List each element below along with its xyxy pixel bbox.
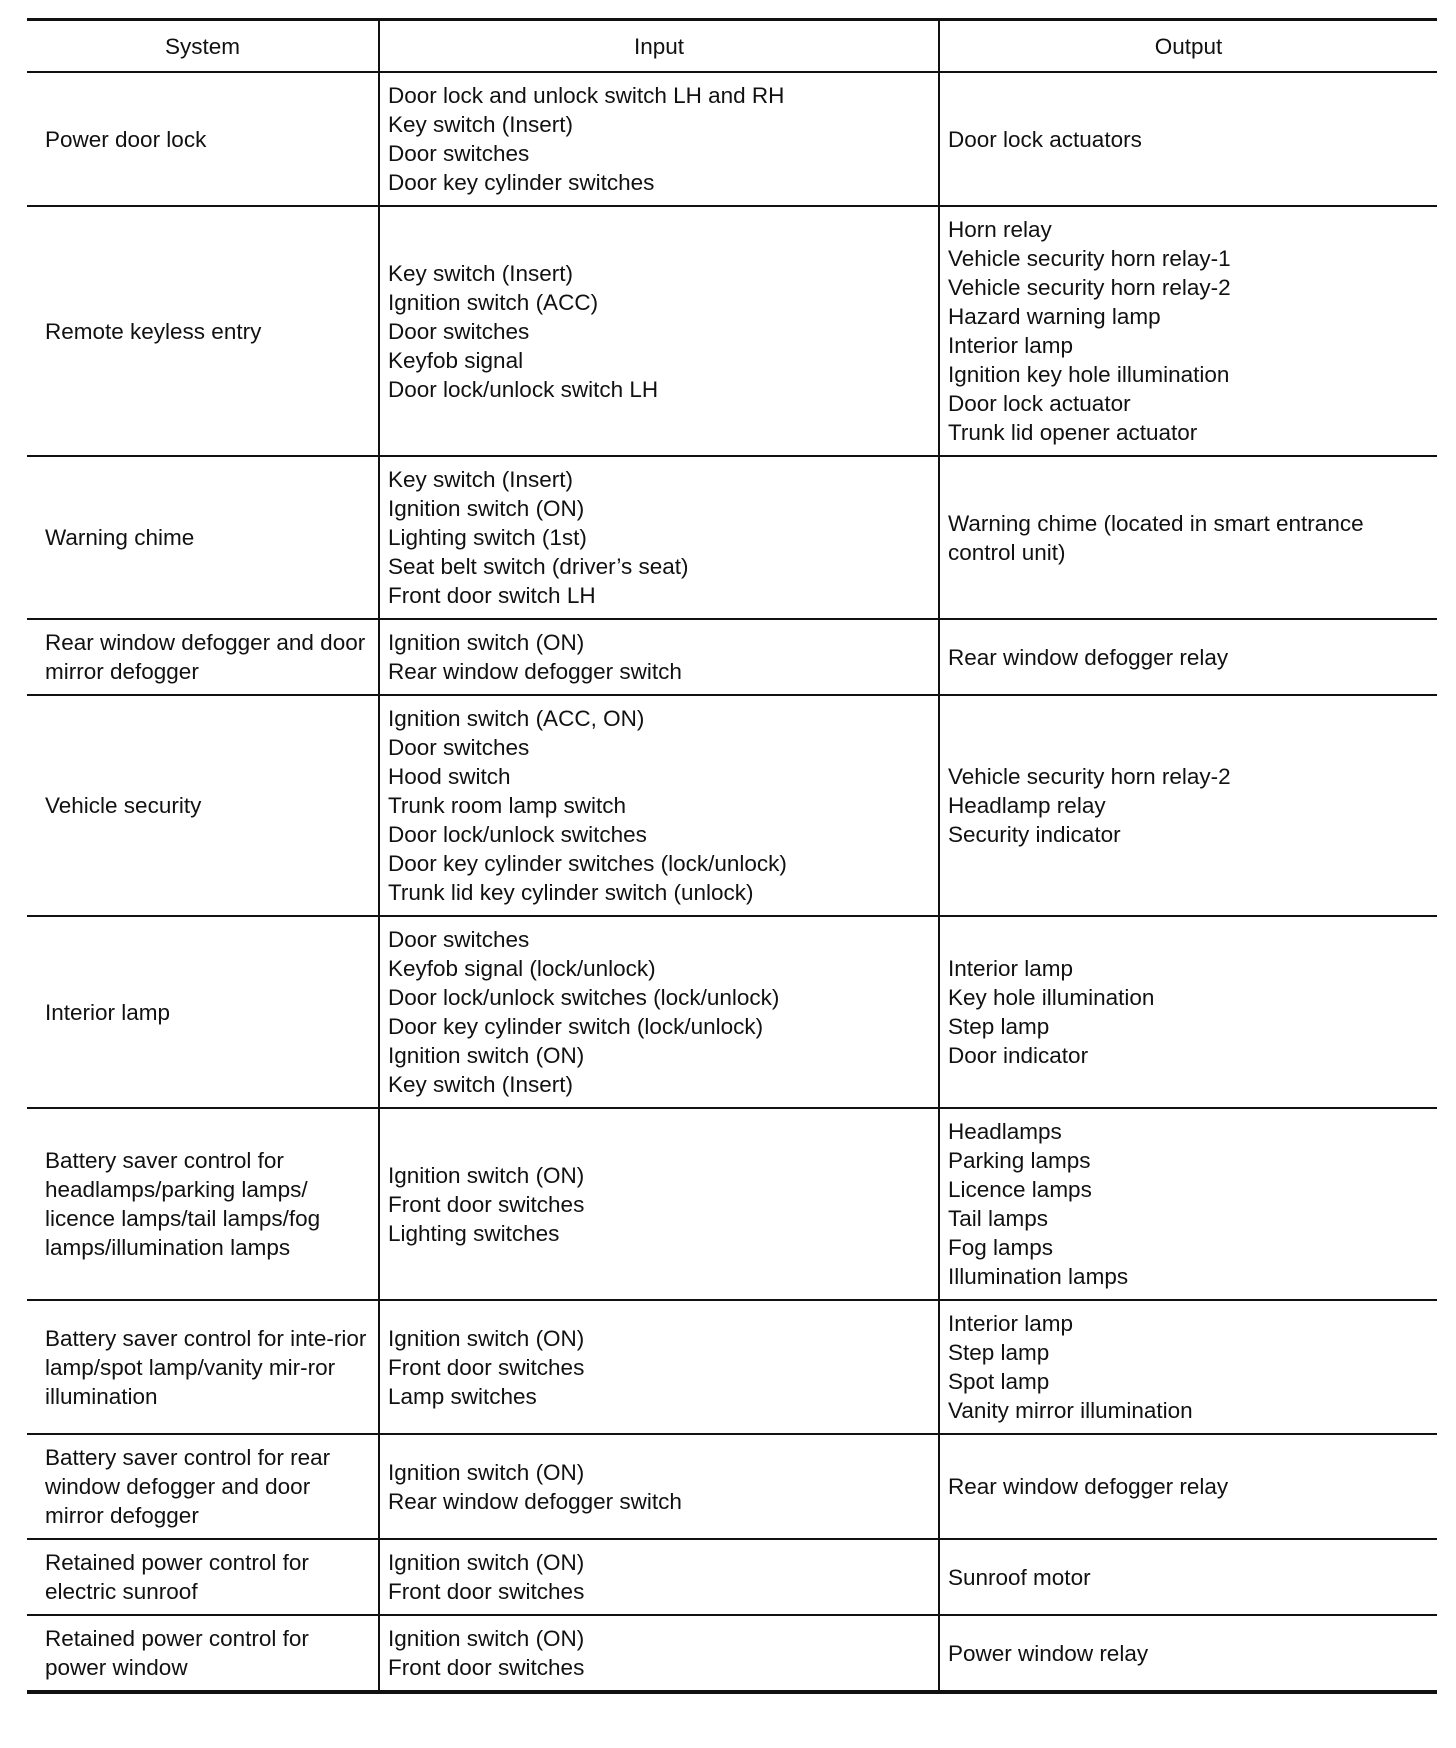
output-line: Security indicator [948, 822, 1121, 847]
input-line: Key switch (Insert) [388, 260, 574, 286]
input-cell [379, 1615, 939, 1692]
output-line: Step lamp [948, 1340, 1050, 1365]
output-cell [939, 1539, 1437, 1615]
input-line: Key switch (Insert) [388, 112, 574, 137]
input-line: Ignition switch (ON) [388, 496, 585, 521]
input-line: Key switch (Insert) [388, 467, 574, 492]
table-row [27, 916, 1437, 1108]
input-cell [379, 72, 939, 206]
input-line: Hood switch [388, 764, 511, 789]
header-input: Input [379, 20, 939, 73]
table-row [27, 1615, 1437, 1692]
output-line: Warning chime (located in smart entrance control unit) [948, 510, 1364, 565]
input-line: Door key cylinder switch (lock/unlock) [388, 1014, 764, 1039]
table-row [27, 456, 1437, 619]
input-line: Ignition switch (ON) [388, 1325, 585, 1351]
output-line: Vanity mirror illumination [948, 1398, 1193, 1423]
input-cell [379, 456, 939, 619]
input-line: Ignition switch (ON) [388, 1459, 585, 1485]
input-line: Front door switch LH [388, 583, 596, 608]
system-cell: Rear window defogger and door mirror defogger [27, 619, 379, 695]
input-line: Keyfob signal [388, 347, 524, 373]
system-cell: Battery saver control for rear window defogger and door mirror defogger [27, 1434, 379, 1539]
input-line: Key switch (Insert) [388, 1072, 574, 1097]
input-line: Door switches [388, 318, 530, 344]
table-row [27, 1300, 1437, 1434]
output-cell [939, 695, 1437, 916]
input-line: Ignition switch (ACC, ON) [388, 706, 645, 731]
table-row [27, 72, 1437, 206]
input-cell [379, 1108, 939, 1300]
table-row [27, 206, 1437, 456]
output-line: Parking lamps [948, 1148, 1091, 1173]
input-cell [379, 1539, 939, 1615]
output-line: Power window relay [948, 1640, 1149, 1666]
system-io-table-wrapper [27, 18, 1437, 1694]
output-line: Headlamps [948, 1119, 1062, 1144]
system-cell: Interior lamp [27, 916, 379, 1108]
header-output: Output [939, 20, 1437, 73]
input-line: Trunk lid key cylinder switch (unlock) [388, 880, 754, 905]
system-cell: Remote keyless entry [27, 206, 379, 456]
output-cell [939, 1434, 1437, 1539]
output-line: Vehicle security horn relay-2 [948, 275, 1231, 300]
input-line: Rear window defogger switch [388, 1488, 682, 1514]
output-line: Licence lamps [948, 1177, 1092, 1202]
input-line: Ignition switch (ON) [388, 1550, 585, 1575]
input-line: Ignition switch (ACC) [388, 289, 599, 315]
input-line: Lighting switches [388, 1220, 560, 1246]
input-line: Door switches [388, 735, 530, 760]
output-line: Interior lamp [948, 333, 1074, 358]
table-row [27, 1539, 1437, 1615]
output-line: Tail lamps [948, 1206, 1049, 1231]
input-line: Trunk room lamp switch [388, 793, 626, 818]
output-line: Vehicle security horn relay-2 [948, 764, 1231, 789]
system-io-table [27, 18, 1437, 1694]
header-system: System [27, 20, 379, 73]
system-cell: Retained power control for power window [27, 1615, 379, 1692]
input-cell [379, 206, 939, 456]
output-cell [939, 1300, 1437, 1434]
system-cell: Battery saver control for inte-rior lamp/spot lamp/vanity mir-ror illumination [27, 1300, 379, 1434]
input-line: Ignition switch (ON) [388, 1626, 585, 1651]
output-line: Interior lamp [948, 1311, 1074, 1336]
system-cell: Retained power control for electric sunroof [27, 1539, 379, 1615]
input-line: Front door switches [388, 1191, 585, 1217]
table-row [27, 1108, 1437, 1300]
input-line: Door lock/unlock switches [388, 822, 647, 847]
output-line: Step lamp [948, 1014, 1050, 1039]
input-line: Door lock/unlock switches (lock/unlock) [388, 985, 780, 1010]
input-line: Front door switches [388, 1354, 585, 1380]
input-line: Lamp switches [388, 1383, 537, 1409]
output-line: Trunk lid opener actuator [948, 420, 1198, 445]
table-row [27, 695, 1437, 916]
input-line: Door key cylinder switches (lock/unlock) [388, 851, 787, 876]
system-cell: Power door lock [27, 72, 379, 206]
output-line: Rear window defogger relay [948, 644, 1229, 670]
output-line: Sunroof motor [948, 1564, 1091, 1590]
input-line: Front door switches [388, 1579, 585, 1604]
input-cell [379, 695, 939, 916]
output-line: Interior lamp [948, 956, 1074, 981]
input-line: Ignition switch (ON) [388, 630, 585, 655]
input-cell [379, 619, 939, 695]
input-line: Door lock/unlock switch LH [388, 376, 659, 402]
output-cell [939, 619, 1437, 695]
output-line: Horn relay [948, 217, 1052, 242]
output-line: Illumination lamps [948, 1264, 1129, 1289]
input-line: Lighting switch (1st) [388, 525, 587, 550]
output-line: Key hole illumination [948, 985, 1155, 1010]
input-line: Door lock and unlock switch LH and RH [388, 83, 785, 108]
input-cell [379, 916, 939, 1108]
output-line: Vehicle security horn relay-1 [948, 246, 1231, 271]
input-line: Seat belt switch (driver’s seat) [388, 554, 689, 579]
input-line: Door switches [388, 927, 530, 952]
output-line: Hazard warning lamp [948, 304, 1161, 329]
table-row [27, 1434, 1437, 1539]
output-line: Ignition key hole illumination [948, 362, 1230, 387]
input-line: Rear window defogger switch [388, 659, 682, 684]
output-line: Headlamp relay [948, 793, 1106, 818]
system-cell: Battery saver control for headlamps/parking lamps/ licence lamps/tail lamps/fog lamps/illumination lamps [27, 1108, 379, 1300]
output-cell [939, 916, 1437, 1108]
output-cell [939, 1615, 1437, 1692]
input-line: Door switches [388, 141, 530, 166]
input-line: Front door switches [388, 1655, 585, 1680]
header-row [27, 20, 1437, 73]
output-cell [939, 456, 1437, 619]
input-line: Keyfob signal (lock/unlock) [388, 956, 656, 981]
table-row [27, 619, 1437, 695]
system-cell: Warning chime [27, 456, 379, 619]
output-line: Fog lamps [948, 1235, 1054, 1260]
input-line: Door key cylinder switches [388, 170, 655, 195]
output-cell [939, 72, 1437, 206]
output-line: Door indicator [948, 1043, 1089, 1068]
output-line: Door lock actuators [948, 126, 1142, 152]
input-cell [379, 1300, 939, 1434]
input-cell [379, 1434, 939, 1539]
input-line: Ignition switch (ON) [388, 1162, 585, 1188]
input-line: Ignition switch (ON) [388, 1043, 585, 1068]
output-cell [939, 1108, 1437, 1300]
output-line: Door lock actuator [948, 391, 1131, 416]
system-cell: Vehicle security [27, 695, 379, 916]
output-line: Spot lamp [948, 1369, 1050, 1394]
table-body [27, 72, 1437, 1692]
output-line: Rear window defogger relay [948, 1474, 1229, 1499]
output-cell [939, 206, 1437, 456]
